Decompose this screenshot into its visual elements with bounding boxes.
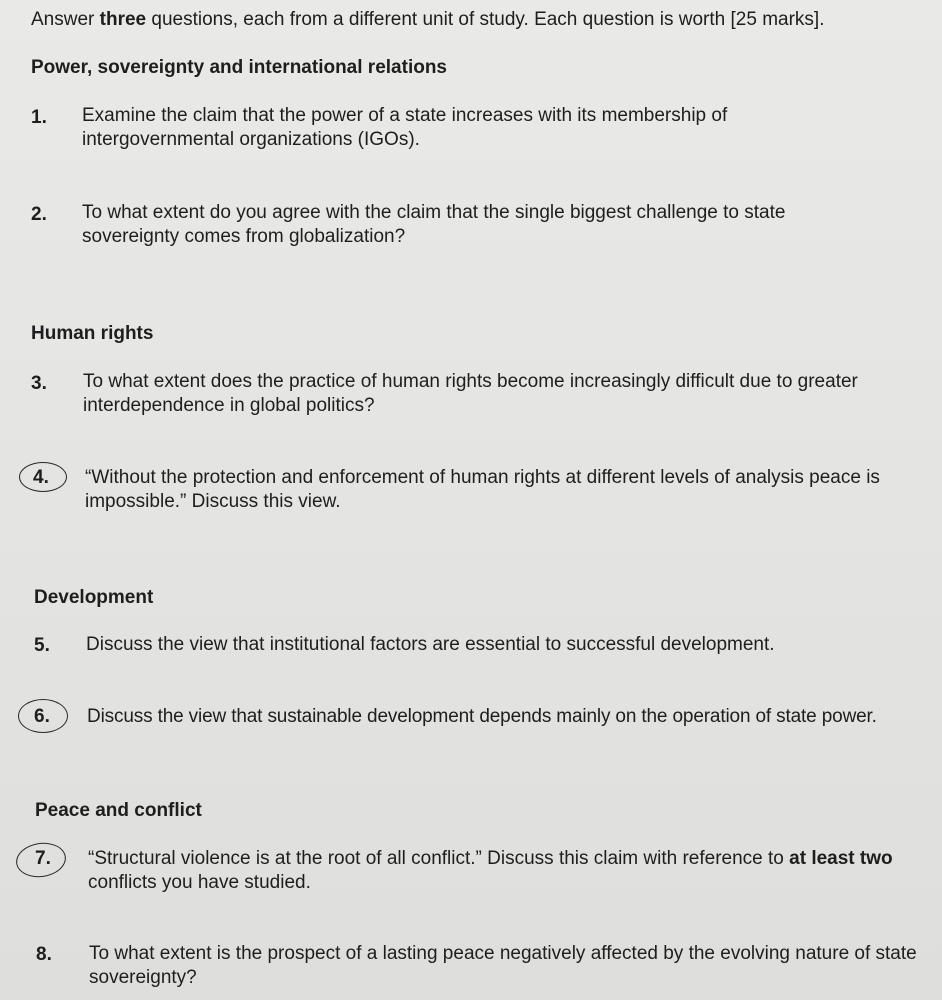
question-7-text-part-2: conflicts you have studied. bbox=[88, 872, 311, 893]
question-7-text-part-1: “Structural violence is at the root of all conflict.” Discuss this claim with reference to bbox=[88, 848, 790, 869]
question-number-8: 8. bbox=[36, 944, 52, 965]
question-number-4: 4. bbox=[33, 467, 49, 488]
section-heading-power: Power, sovereignty and international relations bbox=[31, 57, 447, 78]
question-number-5: 5. bbox=[34, 635, 50, 656]
question-text-1: Examine the claim that the power of a state increases with its membership of intergovernmental organizations (IGOs). bbox=[82, 105, 728, 150]
section-heading-peace-conflict: Peace and conflict bbox=[35, 800, 202, 821]
question-text-4: “Without the protection and enforcement of human rights at different levels of analysis peace is impossible.” Discuss this view. bbox=[85, 467, 880, 512]
question-text-8: To what extent is the prospect of a lasting peace negatively affected by the evolving nature of state sovereignty? bbox=[89, 943, 917, 988]
section-heading-human-rights: Human rights bbox=[31, 323, 154, 344]
instruction-line bbox=[31, 8, 824, 32]
question-number-6: 6. bbox=[34, 706, 50, 727]
question-text-3: To what extent does the practice of human rights become increasingly difficult due to greater interdependence in global politics? bbox=[83, 371, 858, 416]
question-number-1: 1. bbox=[31, 107, 47, 128]
instruction-prefix: Answer bbox=[31, 9, 100, 30]
question-text-7 bbox=[88, 847, 918, 895]
instruction-bold: three bbox=[99, 9, 147, 30]
instruction-suffix: questions, each from a different unit of study. Each question is worth [25 marks]. bbox=[146, 9, 825, 30]
question-text-6: Discuss the view that sustainable development depends mainly on the operation of state power. bbox=[87, 706, 877, 727]
question-number-3: 3. bbox=[31, 373, 47, 394]
question-text-2: To what extent do you agree with the claim that the single biggest challenge to state sovereignty comes from globalization? bbox=[82, 202, 786, 247]
question-number-2: 2. bbox=[31, 204, 47, 225]
question-7-bold-phrase: at least two bbox=[789, 848, 893, 869]
question-number-7: 7. bbox=[35, 848, 51, 869]
section-heading-development: Development bbox=[34, 587, 154, 608]
question-text-5: Discuss the view that institutional factors are essential to successful development. bbox=[86, 634, 775, 655]
